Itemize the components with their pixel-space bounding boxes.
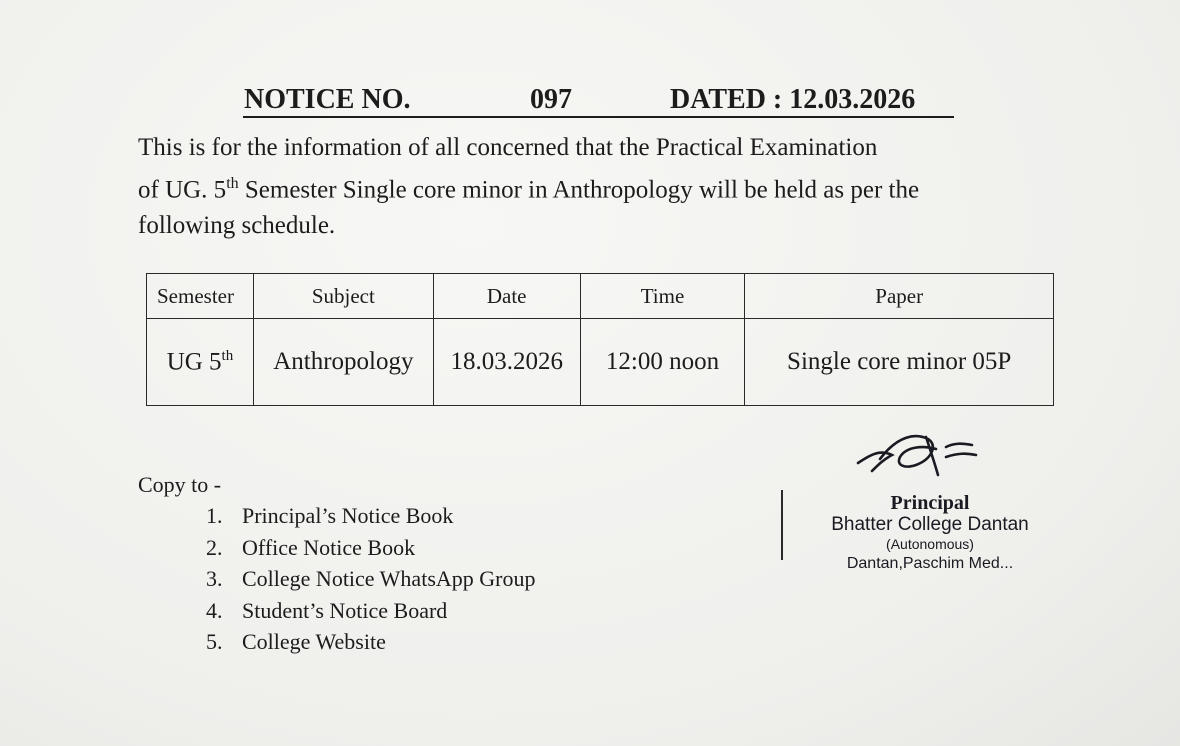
principal-stamp	[800, 492, 1060, 574]
list-item	[206, 500, 535, 532]
list-item-number: 3.	[206, 566, 223, 591]
header-subject: Subject	[253, 274, 433, 319]
signature-divider	[781, 490, 783, 560]
list-item-number: 5.	[206, 629, 223, 654]
cell-subject: Anthropology	[253, 319, 433, 406]
semester-value: UG 5	[166, 348, 222, 376]
copy-to-title: Copy to -	[138, 472, 222, 497]
copy-to-list	[206, 500, 535, 658]
schedule-table	[146, 273, 1054, 406]
cell-time: 12:00 noon	[580, 319, 745, 406]
intro-line-1: This is for the information of all concerned that the Practical Examination	[138, 134, 878, 161]
stamp-title: Principal	[890, 492, 970, 514]
list-item-text: Office Notice Book	[242, 534, 416, 560]
list-item-number: 1.	[206, 503, 223, 528]
cell-date: 18.03.2026	[433, 319, 580, 406]
stamp-college: Bhatter College Dantan	[831, 514, 1029, 535]
list-item-text: College Website	[242, 629, 386, 654]
list-item-number: 4.	[206, 597, 223, 623]
intro-paragraph	[138, 130, 1078, 244]
intro-line-2	[138, 166, 1078, 208]
list-item	[206, 563, 535, 595]
intro-line-2-start: of UG. 5	[138, 176, 227, 204]
list-item-text: College Notice WhatsApp Group	[242, 566, 536, 591]
header-date: Date	[433, 274, 580, 319]
stamp-status: (Autonomous)	[886, 536, 974, 552]
notice-label: NOTICE NO.	[244, 84, 411, 115]
notice-heading	[0, 80, 1180, 120]
intro-superscript: th	[226, 175, 239, 192]
list-item-text: Student’s Notice Board	[242, 597, 448, 623]
semester-superscript: th	[221, 347, 234, 364]
list-item	[206, 595, 535, 627]
table-row	[147, 319, 1054, 406]
list-item	[206, 532, 535, 564]
list-item	[206, 626, 535, 658]
intro-line-2-end: Semester Single core minor in Anthropology will be held as per the	[238, 176, 920, 204]
principal-signature	[850, 425, 990, 485]
schedule-header-row	[147, 274, 1054, 319]
heading-underline	[243, 116, 954, 118]
header-semester: Semester	[147, 274, 254, 319]
list-item-text: Principal’s Notice Book	[242, 503, 454, 528]
intro-line-3: following schedule.	[138, 212, 336, 240]
notice-date: DATED : 12.03.2026	[670, 84, 916, 115]
stamp-address: Dantan,Paschim Med...	[846, 555, 1014, 572]
notice-number: 097	[530, 84, 572, 115]
list-item-number: 2.	[206, 534, 223, 560]
header-paper: Paper	[745, 274, 1054, 319]
cell-paper: Single core minor 05P	[745, 319, 1054, 406]
header-time: Time	[580, 274, 745, 319]
cell-semester	[147, 319, 254, 406]
